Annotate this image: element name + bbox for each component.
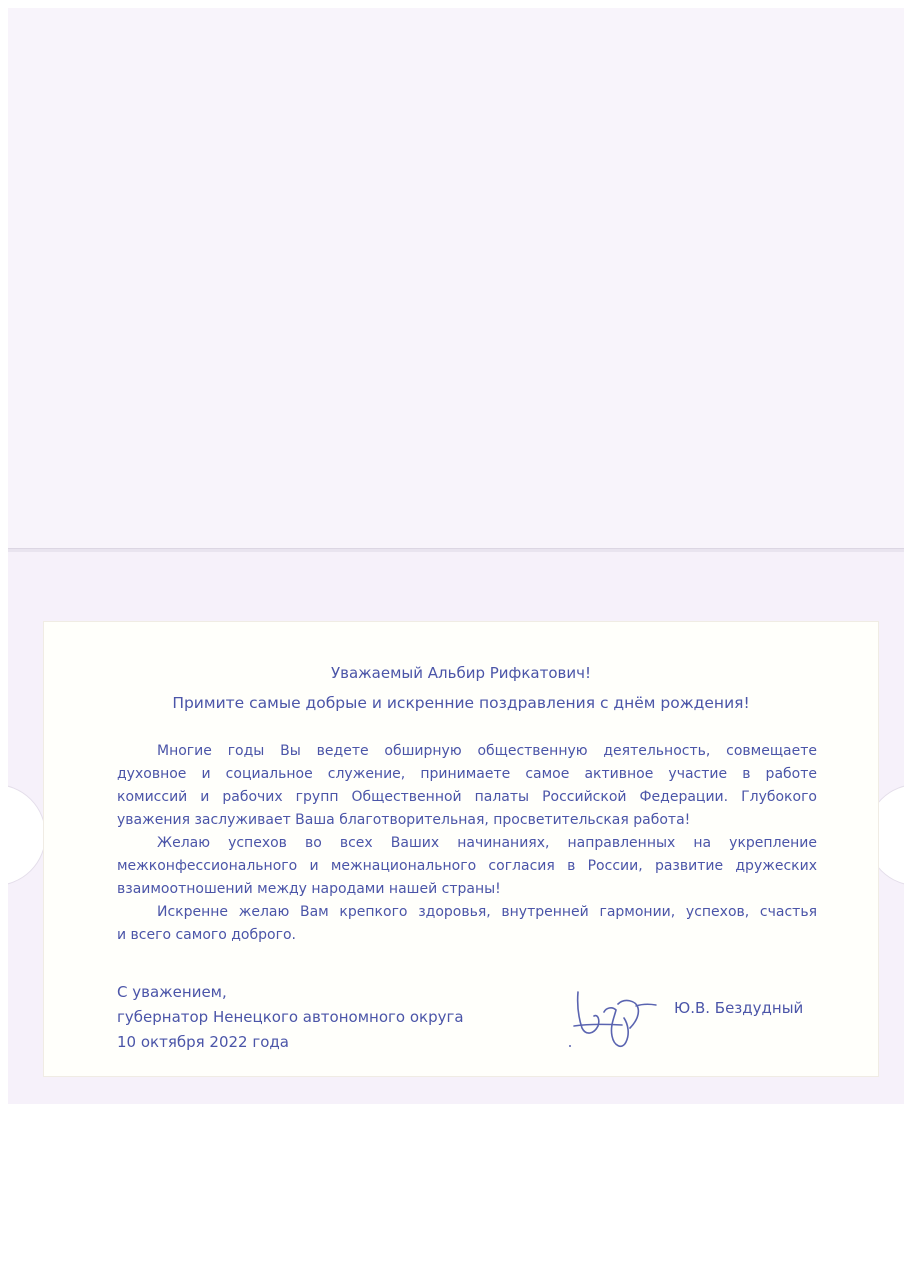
body-line: взаимоотношений между народами нашей страны! <box>117 881 501 897</box>
body-line: Искренне желаю Вам крепкого здоровья, внутренней гармонии, успехов, счастья <box>157 904 817 920</box>
handwritten-signature <box>564 984 674 1064</box>
body-line: межконфессионального и межнационального согласия в России, развитие дружеских <box>117 858 817 874</box>
body-line: комиссий и рабочих групп Общественной палаты Российской Федерации. Глубокого <box>117 789 817 805</box>
body-line: Многие годы Вы ведете обширную общественную деятельность, совмещаете <box>157 743 817 759</box>
closing-position: губернатор Ненецкого автономного округа <box>117 1008 464 1026</box>
closing-regards: С уважением, <box>117 983 227 1001</box>
body-line: уважения заслуживает Ваша благотворительная, просветительская работа! <box>117 812 691 828</box>
closing-date: 10 октября 2022 года <box>117 1033 289 1051</box>
closing-block <box>117 980 464 1055</box>
letter-insert <box>44 622 878 1076</box>
congratulation-line: Примите самые добрые и искренние поздравления с днём рождения! <box>172 694 750 712</box>
letter-body <box>117 740 817 947</box>
signer-name: Ю.В. Бездудный <box>674 999 804 1017</box>
card-cover <box>8 8 904 548</box>
body-line: Желаю успехов во всех Ваших начинаниях, направленных на укрепление <box>157 835 817 851</box>
salutation: Уважаемый Альбир Рифкатович! <box>330 664 591 682</box>
body-line: духовное и социальное служение, принимаете самое активное участие в работе <box>117 766 817 782</box>
left-insert-slot <box>8 784 46 886</box>
body-line: и всего самого доброго. <box>117 927 296 943</box>
